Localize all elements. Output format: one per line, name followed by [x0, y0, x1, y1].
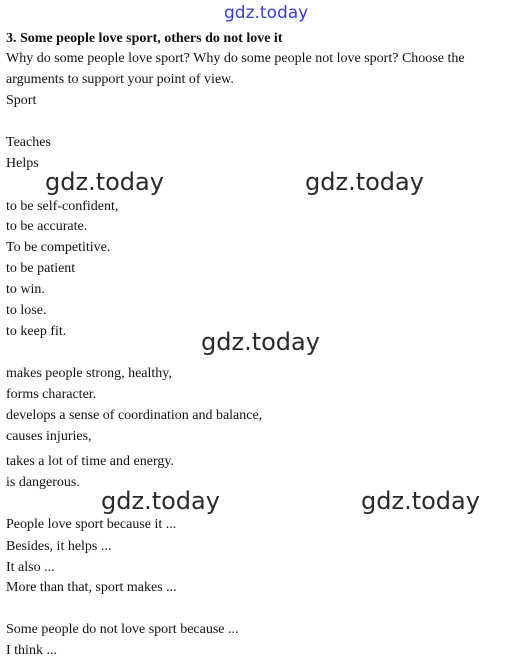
effect-item: forms character.: [6, 387, 97, 402]
exercise-title: 3. Some people love sport, others do not love it: [6, 31, 283, 46]
effect-item: makes people strong, healthy,: [6, 366, 172, 381]
helps-item: to lose.: [6, 303, 47, 318]
watermark: gdz.today: [361, 487, 480, 515]
helps-item: To be competitive.: [6, 240, 111, 255]
effect-item: causes injuries,: [6, 429, 92, 444]
helps-item: to be accurate.: [6, 219, 88, 234]
effect-item: is dangerous.: [6, 475, 80, 490]
teaches-label: Teaches: [6, 135, 51, 150]
effect-item: takes a lot of time and energy.: [6, 454, 174, 469]
helps-item: to be patient: [6, 261, 76, 276]
starter-line: I think ...: [6, 643, 57, 658]
starter-line: More than that, sport makes ...: [6, 580, 177, 595]
helps-label: Helps: [6, 156, 39, 171]
starter-line: People love sport because it ...: [6, 517, 177, 532]
watermark: gdz.today: [305, 168, 424, 196]
helps-item: to keep fit.: [6, 324, 67, 339]
watermark: gdz.today: [101, 487, 220, 515]
effect-item: develops a sense of coordination and balance,: [6, 408, 263, 423]
starter-line: It also ...: [6, 560, 55, 575]
watermark: gdz.today: [201, 328, 320, 356]
helps-item: to win.: [6, 282, 45, 297]
instruction-line-1: Why do some people love sport? Why do some people not love sport? Choose the: [6, 51, 465, 66]
helps-item: to be self-confident,: [6, 199, 119, 214]
watermark-top: gdz.today: [224, 3, 309, 23]
watermark: gdz.today: [45, 168, 164, 196]
starter-line: Some people do not love sport because ...: [6, 622, 239, 637]
instruction-line-2: arguments to support your point of view.: [6, 72, 234, 87]
starter-line: Besides, it helps ...: [6, 539, 112, 554]
sport-label: Sport: [6, 93, 37, 108]
